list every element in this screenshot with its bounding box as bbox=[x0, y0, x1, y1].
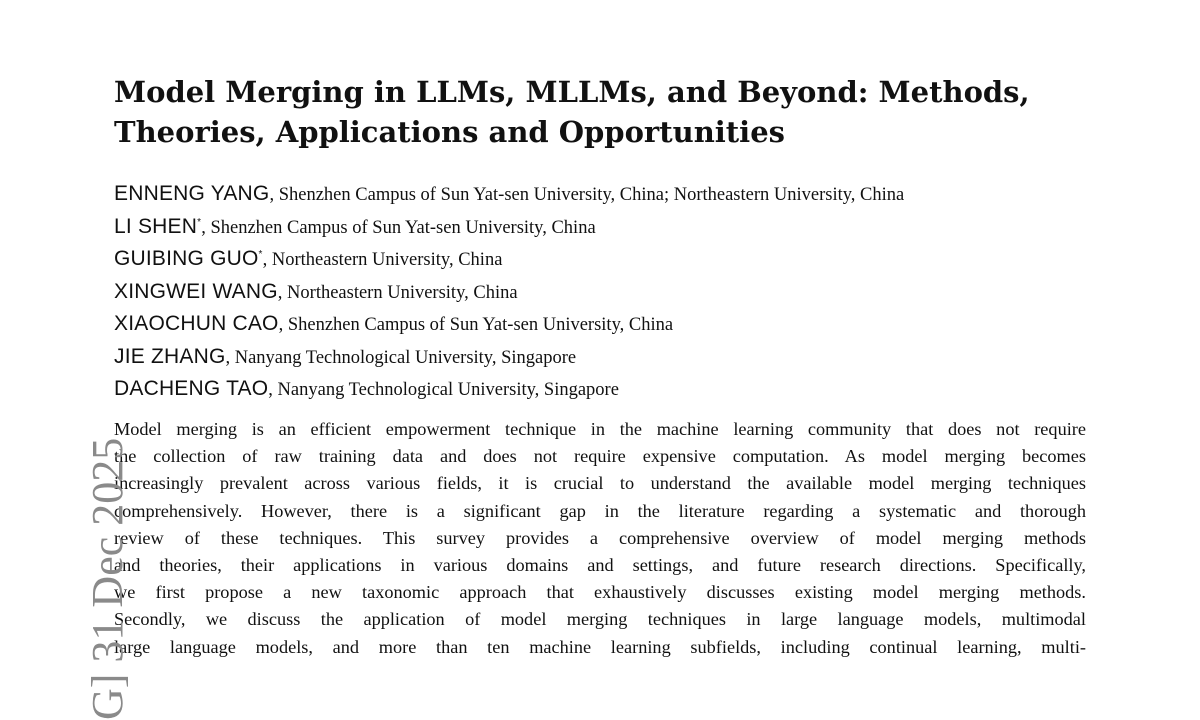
author-name: GUIBING GUO* bbox=[114, 247, 263, 270]
author-name: DACHENG TAO bbox=[114, 377, 269, 400]
abstract-line: Secondly, we discuss the application of model merging techniques in large language models, multimodal bbox=[114, 609, 1086, 630]
abstract bbox=[114, 416, 1086, 661]
author-entry bbox=[114, 276, 1114, 309]
author-entry bbox=[114, 211, 1114, 244]
author-entry bbox=[114, 341, 1114, 374]
author-name: JIE ZHANG bbox=[114, 344, 226, 368]
abstract-line: comprehensively. However, there is a significant gap in the literature regarding a systematic and thorough bbox=[114, 500, 1086, 521]
abstract-line: review of these techniques. This survey provides a comprehensive overview of model merging methods bbox=[114, 527, 1086, 548]
abstract-line: large language models, and more than ten machine learning subfields, including continual learning, multi- bbox=[114, 636, 1086, 657]
arxiv-side-stamp: G] 31 Dec 2025 bbox=[83, 437, 132, 720]
author-affiliation: , Shenzhen Campus of Sun Yat-sen University, China; Northeastern University, China bbox=[269, 185, 905, 205]
author-list bbox=[114, 178, 1114, 406]
abstract-line: we first propose a new taxonomic approach that exhaustively discusses existing model merging methods. bbox=[114, 582, 1086, 603]
author-affiliation: , Nanyang Technological University, Singapore bbox=[268, 380, 619, 400]
author-name: ENNENG YANG bbox=[114, 182, 270, 205]
author-affiliation: , Shenzhen Campus of Sun Yat-sen University, China bbox=[201, 217, 596, 238]
author-affiliation: , Shenzhen Campus of Sun Yat-sen University, China bbox=[278, 315, 674, 335]
author-entry bbox=[114, 178, 1114, 211]
paper-title-line: Theories, Applications and Opportunities bbox=[114, 115, 785, 149]
author-entry bbox=[114, 373, 1114, 406]
abstract-line: and theories, their applications in various domains and settings, and future research directions. Specifically, bbox=[114, 554, 1086, 575]
author-name: XINGWEI WANG bbox=[114, 279, 278, 303]
paper-title bbox=[114, 72, 1114, 152]
corresponding-mark: * bbox=[258, 249, 263, 260]
abstract-line: increasingly prevalent across various fields, it is crucial to understand the available model merging techniques bbox=[114, 473, 1086, 494]
author-affiliation: , Northeastern University, China bbox=[262, 250, 503, 270]
abstract-line: Model merging is an efficient empowerment technique in the machine learning community that does not require bbox=[114, 419, 1086, 439]
author-name: LI SHEN* bbox=[114, 214, 202, 238]
author-affiliation: , Nanyang Technological University, Singapore bbox=[225, 347, 577, 368]
author-entry bbox=[114, 243, 1114, 276]
author-entry bbox=[114, 308, 1114, 341]
corresponding-mark: * bbox=[197, 216, 202, 228]
author-name: XIAOCHUN CAO bbox=[114, 312, 279, 335]
paper-title-line: Model Merging in LLMs, MLLMs, and Beyond: Methods, bbox=[114, 75, 1030, 109]
author-affiliation: , Northeastern University, China bbox=[277, 282, 518, 303]
abstract-line: the collection of raw training data and does not require expensive computation. As model merging becomes bbox=[114, 446, 1086, 467]
